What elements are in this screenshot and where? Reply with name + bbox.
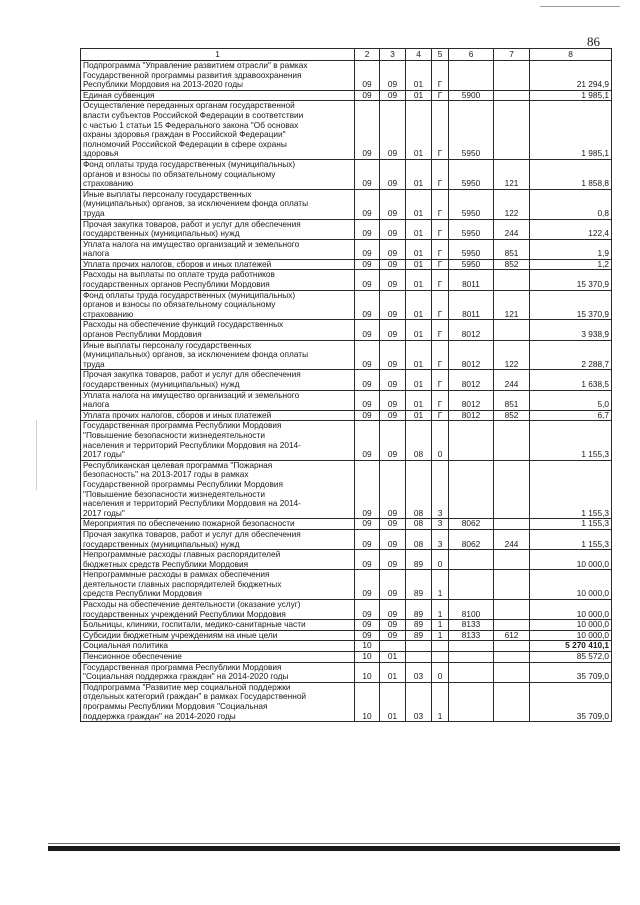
row-subsection	[380, 641, 406, 652]
row-name: Социальная политика	[81, 641, 355, 652]
row-section: 09	[355, 370, 380, 390]
row-subprogram: Г	[432, 320, 449, 340]
row-expense-type	[494, 652, 530, 663]
row-section: 09	[355, 460, 380, 519]
row-amount: 10 000,0	[530, 630, 612, 641]
row-amount: 15 370,9	[530, 290, 612, 320]
row-subsection: 09	[380, 630, 406, 641]
row-name: Подпрограмма "Развитие мер социальной поддержки отдельных категорий граждан" в рамках Государственной программы Республики Мордовия "Социальная поддержка граждан" на 2014-2020 годы	[81, 682, 355, 721]
row-subsection: 09	[380, 61, 406, 91]
scan-bottom-bar	[48, 846, 620, 851]
header-col-6: 6	[449, 49, 494, 61]
row-subprogram: Г	[432, 390, 449, 410]
row-target-code	[449, 550, 494, 570]
row-subsection: 09	[380, 460, 406, 519]
row-section: 09	[355, 390, 380, 410]
table-row	[81, 290, 612, 320]
row-subprogram: Г	[432, 410, 449, 421]
row-subsection: 09	[380, 529, 406, 549]
row-section: 09	[355, 630, 380, 641]
table-row	[81, 340, 612, 370]
row-section: 09	[355, 61, 380, 91]
row-name: Непрограммные расходы главных распорядителей бюджетных средств Республики Мордовия	[81, 550, 355, 570]
row-section: 09	[355, 421, 380, 460]
row-program: 01	[406, 340, 432, 370]
row-section: 09	[355, 570, 380, 600]
row-amount: 5,0	[530, 390, 612, 410]
row-subsection: 09	[380, 550, 406, 570]
row-subprogram: 3	[432, 519, 449, 530]
row-subsection: 09	[380, 239, 406, 259]
table-row	[81, 239, 612, 259]
row-subsection: 09	[380, 600, 406, 620]
row-program: 89	[406, 630, 432, 641]
row-subprogram: 1	[432, 600, 449, 620]
row-program: 08	[406, 519, 432, 530]
table-row	[81, 421, 612, 460]
table-row	[81, 390, 612, 410]
row-expense-type	[494, 600, 530, 620]
row-expense-type: 121	[494, 290, 530, 320]
row-program: 01	[406, 239, 432, 259]
row-expense-type: 244	[494, 529, 530, 549]
table-row	[81, 662, 612, 682]
row-target-code: 8012	[449, 410, 494, 421]
row-subprogram: Г	[432, 219, 449, 239]
row-expense-type	[494, 641, 530, 652]
row-section: 10	[355, 662, 380, 682]
row-subprogram: Г	[432, 61, 449, 91]
row-name: Больницы, клиники, госпитали, медико-санитарные части	[81, 620, 355, 631]
row-name: Подпрограмма "Управление развитием отрасли" в рамках Государственной программы развития здравоохранения Республики Мордовия на 2013-2020 годы	[81, 61, 355, 91]
scan-bottom-line	[48, 843, 620, 844]
row-section: 10	[355, 682, 380, 721]
row-target-code: 8012	[449, 370, 494, 390]
row-target-code	[449, 682, 494, 721]
row-subprogram: Г	[432, 90, 449, 101]
row-subsection: 09	[380, 320, 406, 340]
row-target-code	[449, 570, 494, 600]
table-row	[81, 620, 612, 631]
row-section: 09	[355, 600, 380, 620]
scan-edge-mark	[540, 6, 620, 7]
row-section: 09	[355, 189, 380, 219]
row-expense-type	[494, 519, 530, 530]
row-subsection: 09	[380, 159, 406, 189]
row-name: Мероприятия по обеспечению пожарной безопасности	[81, 519, 355, 530]
row-subprogram: 1	[432, 630, 449, 641]
row-subprogram: 0	[432, 662, 449, 682]
row-amount: 21 294,9	[530, 61, 612, 91]
row-program: 89	[406, 550, 432, 570]
row-subsection: 01	[380, 652, 406, 663]
row-expense-type	[494, 682, 530, 721]
table-row	[81, 519, 612, 530]
row-amount: 10 000,0	[530, 620, 612, 631]
row-target-code: 5950	[449, 189, 494, 219]
row-target-code: 5950	[449, 101, 494, 160]
row-target-code: 8012	[449, 390, 494, 410]
row-name: Прочая закупка товаров, работ и услуг для обеспечения государственных (муниципальных) нужд	[81, 219, 355, 239]
row-expense-type	[494, 460, 530, 519]
row-name: Расходы на выплаты по оплате труда работников государственных органов Республики Мордовия	[81, 270, 355, 290]
row-subsection: 09	[380, 259, 406, 270]
table-row	[81, 410, 612, 421]
row-subprogram: 3	[432, 460, 449, 519]
row-subsection: 09	[380, 620, 406, 631]
row-program: 01	[406, 219, 432, 239]
row-target-code: 5950	[449, 259, 494, 270]
row-section: 09	[355, 259, 380, 270]
row-subsection: 09	[380, 101, 406, 160]
table-row	[81, 320, 612, 340]
row-program: 01	[406, 189, 432, 219]
row-amount: 10 000,0	[530, 570, 612, 600]
row-subprogram: 1	[432, 682, 449, 721]
header-col-7: 7	[494, 49, 530, 61]
row-subprogram: Г	[432, 101, 449, 160]
row-name: Уплата прочих налогов, сборов и иных платежей	[81, 410, 355, 421]
row-program: 03	[406, 682, 432, 721]
row-amount: 35 709,0	[530, 682, 612, 721]
row-section: 09	[355, 290, 380, 320]
row-program: 01	[406, 290, 432, 320]
row-section: 09	[355, 320, 380, 340]
row-program: 08	[406, 421, 432, 460]
row-name: Субсидии бюджетным учреждениям на иные цели	[81, 630, 355, 641]
row-name: Уплата прочих налогов, сборов и иных платежей	[81, 259, 355, 270]
table-row	[81, 159, 612, 189]
row-section: 09	[355, 101, 380, 160]
row-target-code: 8100	[449, 600, 494, 620]
table-row	[81, 570, 612, 600]
row-section: 10	[355, 652, 380, 663]
budget-table-container	[80, 48, 611, 722]
row-amount: 1 155,3	[530, 460, 612, 519]
row-target-code: 5900	[449, 90, 494, 101]
row-subsection: 09	[380, 290, 406, 320]
row-expense-type: 244	[494, 219, 530, 239]
table-row	[81, 600, 612, 620]
row-target-code	[449, 61, 494, 91]
header-col-1: 1	[81, 49, 355, 61]
header-col-2: 2	[355, 49, 380, 61]
row-target-code	[449, 641, 494, 652]
row-expense-type	[494, 570, 530, 600]
row-subprogram	[432, 652, 449, 663]
row-expense-type: 244	[494, 370, 530, 390]
row-expense-type	[494, 90, 530, 101]
row-name: Прочая закупка товаров, работ и услуг для обеспечения государственных (муниципальных) нужд	[81, 529, 355, 549]
row-program: 03	[406, 662, 432, 682]
row-program: 01	[406, 320, 432, 340]
header-col-4: 4	[406, 49, 432, 61]
row-section: 10	[355, 641, 380, 652]
row-program: 01	[406, 390, 432, 410]
row-amount: 35 709,0	[530, 662, 612, 682]
row-program: 08	[406, 529, 432, 549]
row-target-code: 8133	[449, 620, 494, 631]
row-program: 01	[406, 101, 432, 160]
row-subprogram: Г	[432, 290, 449, 320]
row-name: Фонд оплаты труда государственных (муниципальных) органов и взносы по обязательному социальному страхованию	[81, 290, 355, 320]
row-target-code: 8133	[449, 630, 494, 641]
row-target-code: 8011	[449, 290, 494, 320]
row-section: 09	[355, 239, 380, 259]
margin-mark	[36, 420, 37, 490]
row-target-code: 8011	[449, 270, 494, 290]
table-row	[81, 270, 612, 290]
row-amount: 1 985,1	[530, 101, 612, 160]
row-subprogram: 0	[432, 421, 449, 460]
row-expense-type	[494, 550, 530, 570]
row-subprogram: 1	[432, 620, 449, 631]
row-program: 01	[406, 61, 432, 91]
table-row	[81, 641, 612, 652]
table-row	[81, 652, 612, 663]
row-program: 01	[406, 159, 432, 189]
row-amount: 10 000,0	[530, 550, 612, 570]
header-col-5: 5	[432, 49, 449, 61]
row-subprogram: Г	[432, 239, 449, 259]
header-col-3: 3	[380, 49, 406, 61]
row-amount: 122,4	[530, 219, 612, 239]
row-subsection: 09	[380, 519, 406, 530]
row-subsection: 09	[380, 370, 406, 390]
row-name: Республиканская целевая программа "Пожарная безопасность" на 2013-2017 годы в рамках Государственной программы Республики Мордовия "Повышение безопасности жизнедеятельности населения и территорий Республики Мордовия на 2014- 2017 годы"	[81, 460, 355, 519]
row-name: Фонд оплаты труда государственных (муниципальных) органов и взносы по обязательному социальному страхованию	[81, 159, 355, 189]
row-expense-type: 852	[494, 259, 530, 270]
row-expense-type	[494, 101, 530, 160]
row-program: 01	[406, 370, 432, 390]
row-expense-type: 851	[494, 239, 530, 259]
row-name: Уплата налога на имущество организаций и земельного налога	[81, 390, 355, 410]
row-section: 09	[355, 529, 380, 549]
row-name: Государственная программа Республики Мордовия "Повышение безопасности жизнедеятельности населения и территорий Республики Мордовия на 2014- 2017 годы"	[81, 421, 355, 460]
table-row	[81, 61, 612, 91]
row-name: Непрограммные расходы в рамках обеспечения деятельности главных распорядителей бюджетных средств Республики Мордовия	[81, 570, 355, 600]
row-subprogram: 0	[432, 550, 449, 570]
row-amount: 15 370,9	[530, 270, 612, 290]
row-name: Прочая закупка товаров, работ и услуг для обеспечения государственных (муниципальных) нужд	[81, 370, 355, 390]
row-subprogram: Г	[432, 259, 449, 270]
row-expense-type	[494, 320, 530, 340]
row-amount: 1 858,8	[530, 159, 612, 189]
row-amount: 1 155,3	[530, 519, 612, 530]
table-row	[81, 189, 612, 219]
row-amount: 2 288,7	[530, 340, 612, 370]
row-subsection: 09	[380, 390, 406, 410]
row-subprogram: 3	[432, 529, 449, 549]
row-program: 01	[406, 270, 432, 290]
row-name: Иные выплаты персоналу государственных (муниципальных) органов, за исключением фонда оплаты труда	[81, 340, 355, 370]
row-name: Расходы на обеспечение функций государственных органов Республики Мордовия	[81, 320, 355, 340]
page-number: 86	[587, 34, 600, 49]
row-amount: 85 572,0	[530, 652, 612, 663]
row-amount: 1,2	[530, 259, 612, 270]
row-program: 89	[406, 570, 432, 600]
row-subsection: 09	[380, 90, 406, 101]
row-name: Уплата налога на имущество организаций и земельного налога	[81, 239, 355, 259]
row-subsection: 09	[380, 219, 406, 239]
row-amount: 1 638,5	[530, 370, 612, 390]
table-row	[81, 101, 612, 160]
row-expense-type	[494, 61, 530, 91]
row-subprogram: 1	[432, 570, 449, 600]
row-program: 01	[406, 259, 432, 270]
row-expense-type	[494, 620, 530, 631]
row-target-code	[449, 460, 494, 519]
row-program: 08	[406, 460, 432, 519]
row-section: 09	[355, 219, 380, 239]
row-name: Расходы на обеспечение деятельности (оказание услуг) государственных учреждений Республики Мордовия	[81, 600, 355, 620]
row-subprogram: Г	[432, 189, 449, 219]
row-subprogram	[432, 641, 449, 652]
row-section: 09	[355, 90, 380, 101]
row-expense-type	[494, 270, 530, 290]
row-expense-type	[494, 421, 530, 460]
row-program: 89	[406, 600, 432, 620]
row-section: 09	[355, 410, 380, 421]
row-name: Иные выплаты персоналу государственных (муниципальных) органов, за исключением фонда оплаты труда	[81, 189, 355, 219]
row-section: 09	[355, 270, 380, 290]
row-expense-type: 612	[494, 630, 530, 641]
row-subsection: 09	[380, 570, 406, 600]
table-row	[81, 90, 612, 101]
row-section: 09	[355, 519, 380, 530]
row-subsection: 09	[380, 410, 406, 421]
row-expense-type	[494, 662, 530, 682]
table-row	[81, 259, 612, 270]
row-section: 09	[355, 159, 380, 189]
table-row	[81, 219, 612, 239]
row-target-code	[449, 421, 494, 460]
row-program: 01	[406, 410, 432, 421]
row-target-code: 5950	[449, 159, 494, 189]
row-name: Единая субвенция	[81, 90, 355, 101]
row-target-code: 8012	[449, 340, 494, 370]
row-section: 09	[355, 620, 380, 631]
row-expense-type: 851	[494, 390, 530, 410]
row-expense-type: 122	[494, 340, 530, 370]
row-section: 09	[355, 550, 380, 570]
row-target-code	[449, 652, 494, 663]
row-expense-type: 122	[494, 189, 530, 219]
row-target-code	[449, 662, 494, 682]
row-amount: 1,9	[530, 239, 612, 259]
row-expense-type: 121	[494, 159, 530, 189]
row-subprogram: Г	[432, 270, 449, 290]
header-col-8: 8	[530, 49, 612, 61]
table-row	[81, 529, 612, 549]
table-row	[81, 630, 612, 641]
row-program	[406, 652, 432, 663]
row-subprogram: Г	[432, 340, 449, 370]
table-row	[81, 460, 612, 519]
row-subprogram: Г	[432, 370, 449, 390]
table-header-row	[81, 49, 612, 61]
row-amount: 1 155,3	[530, 529, 612, 549]
row-name: Осуществление переданных органам государственной власти субъектов Российской Федерации в соответствии с частью 1 статьи 15 Федерального закона "Об основах охраны здоровья граждан в Российской Федерации" полномочий Российской Федерации в сфере охраны здоровья	[81, 101, 355, 160]
row-subsection: 01	[380, 662, 406, 682]
row-target-code: 5950	[449, 239, 494, 259]
row-amount: 3 938,9	[530, 320, 612, 340]
row-amount: 10 000,0	[530, 600, 612, 620]
row-subsection: 09	[380, 340, 406, 370]
table-row	[81, 550, 612, 570]
row-subsection: 01	[380, 682, 406, 721]
row-amount: 5 270 410,1	[530, 641, 612, 652]
row-expense-type: 852	[494, 410, 530, 421]
row-subsection: 09	[380, 421, 406, 460]
row-program: 89	[406, 620, 432, 631]
budget-table	[80, 48, 612, 722]
row-program: 01	[406, 90, 432, 101]
row-name: Государственная программа Республики Мордовия "Социальная поддержка граждан" на 2014-2020 годы	[81, 662, 355, 682]
row-target-code: 5950	[449, 219, 494, 239]
row-subsection: 09	[380, 189, 406, 219]
row-name: Пенсионное обеспечение	[81, 652, 355, 663]
row-target-code: 8062	[449, 519, 494, 530]
table-row	[81, 682, 612, 721]
row-amount: 1 155,3	[530, 421, 612, 460]
row-amount: 0,8	[530, 189, 612, 219]
row-target-code: 8062	[449, 529, 494, 549]
row-subprogram: Г	[432, 159, 449, 189]
row-section: 09	[355, 340, 380, 370]
row-program	[406, 641, 432, 652]
table-row	[81, 370, 612, 390]
row-subsection: 09	[380, 270, 406, 290]
row-target-code: 8012	[449, 320, 494, 340]
row-amount: 6,7	[530, 410, 612, 421]
row-amount: 1 985,1	[530, 90, 612, 101]
